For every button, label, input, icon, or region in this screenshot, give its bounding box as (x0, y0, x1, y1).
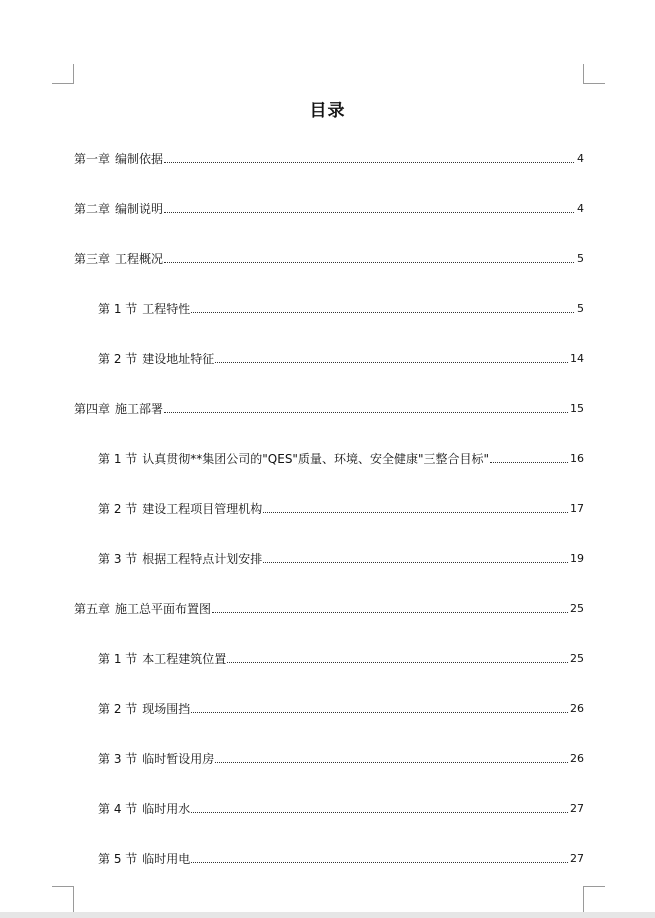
toc-chapter-entry[interactable] (74, 250, 584, 268)
crop-mark-bottom-left (52, 886, 74, 912)
toc-entry-title: 临时用电 (142, 852, 191, 866)
page-bottom-edge (0, 912, 655, 918)
toc-dot-leader (263, 511, 568, 513)
toc-chapter-entry[interactable] (74, 600, 584, 618)
toc-section-entry[interactable] (74, 350, 584, 368)
toc-entry-title: 根据工程特点计划安排 (142, 552, 263, 566)
toc-entry-number: 第三章 (74, 252, 111, 266)
toc-entry-number: 第 3 节 (98, 752, 138, 766)
toc-entry-title: 施工部署 (115, 402, 164, 416)
toc-page-number: 5 (577, 252, 584, 265)
toc-entry-title: 编制依据 (115, 152, 164, 166)
toc-page-number: 4 (577, 152, 584, 165)
toc-dot-leader (164, 161, 574, 163)
toc-page-number: 17 (570, 502, 584, 515)
toc-entry-number: 第 1 节 (98, 452, 138, 466)
toc-page-number: 26 (570, 702, 584, 715)
toc-entry-number: 第二章 (74, 202, 111, 216)
toc-page-number: 25 (570, 602, 584, 615)
table-of-contents (74, 150, 584, 900)
toc-dot-leader (164, 411, 568, 413)
toc-entry-number: 第 5 节 (98, 852, 138, 866)
toc-entry-number: 第 1 节 (98, 302, 138, 316)
toc-dot-leader (490, 461, 568, 463)
toc-entry-title: 临时暂设用房 (142, 752, 215, 766)
toc-chapter-entry[interactable] (74, 400, 584, 418)
toc-page-number: 4 (577, 202, 584, 215)
toc-page-number: 27 (570, 852, 584, 865)
toc-entry-number: 第 2 节 (98, 502, 138, 516)
toc-entry-title: 工程概况 (115, 252, 164, 266)
toc-dot-leader (164, 211, 574, 213)
toc-section-entry[interactable] (74, 550, 584, 568)
toc-section-entry[interactable] (74, 850, 584, 868)
toc-page-number: 19 (570, 552, 584, 565)
toc-entry-title: 编制说明 (115, 202, 164, 216)
toc-entry-title: 建设工程项目管理机构 (142, 502, 263, 516)
toc-page-number: 16 (570, 452, 584, 465)
toc-dot-leader (215, 761, 568, 763)
toc-entry-number: 第 2 节 (98, 702, 138, 716)
toc-entry-number: 第 1 节 (98, 652, 138, 666)
toc-section-entry[interactable] (74, 300, 584, 318)
toc-entry-title: 建设地址特征 (142, 352, 215, 366)
toc-entry-number: 第四章 (74, 402, 111, 416)
crop-mark-top-right (583, 64, 605, 84)
toc-entry-title: 现场围挡 (142, 702, 191, 716)
toc-entry-title: 施工总平面布置图 (115, 602, 212, 616)
toc-section-entry[interactable] (74, 500, 584, 518)
toc-dot-leader (191, 311, 574, 313)
toc-section-entry[interactable] (74, 750, 584, 768)
toc-dot-leader (191, 711, 568, 713)
toc-chapter-entry[interactable] (74, 200, 584, 218)
toc-section-entry[interactable] (74, 800, 584, 818)
toc-dot-leader (263, 561, 568, 563)
toc-section-entry[interactable] (74, 650, 584, 668)
toc-entry-number: 第 3 节 (98, 552, 138, 566)
toc-dot-leader (227, 661, 568, 663)
toc-page-number: 25 (570, 652, 584, 665)
toc-dot-leader (191, 811, 568, 813)
toc-page-number: 5 (577, 302, 584, 315)
toc-page-number: 15 (570, 402, 584, 415)
crop-mark-top-left (52, 64, 74, 84)
toc-page-number: 27 (570, 802, 584, 815)
toc-entry-number: 第一章 (74, 152, 111, 166)
toc-entry-number: 第 2 节 (98, 352, 138, 366)
toc-page-number: 26 (570, 752, 584, 765)
toc-entry-number: 第五章 (74, 602, 111, 616)
toc-entry-title: 工程特性 (142, 302, 191, 316)
crop-mark-bottom-right (583, 886, 605, 912)
toc-page-number: 14 (570, 352, 584, 365)
toc-section-entry[interactable] (74, 700, 584, 718)
toc-entry-title: 临时用水 (142, 802, 191, 816)
page-title: 目录 (309, 101, 346, 121)
toc-entry-title: 认真贯彻**集团公司的"QES"质量、环境、安全健康"三整合目标" (142, 452, 489, 466)
toc-entry-number: 第 4 节 (98, 802, 138, 816)
toc-dot-leader (215, 361, 568, 363)
toc-dot-leader (212, 611, 568, 613)
toc-entry-title: 本工程建筑位置 (142, 652, 227, 666)
toc-chapter-entry[interactable] (74, 150, 584, 168)
toc-dot-leader (164, 261, 574, 263)
toc-dot-leader (191, 861, 568, 863)
toc-section-entry[interactable] (74, 450, 584, 468)
